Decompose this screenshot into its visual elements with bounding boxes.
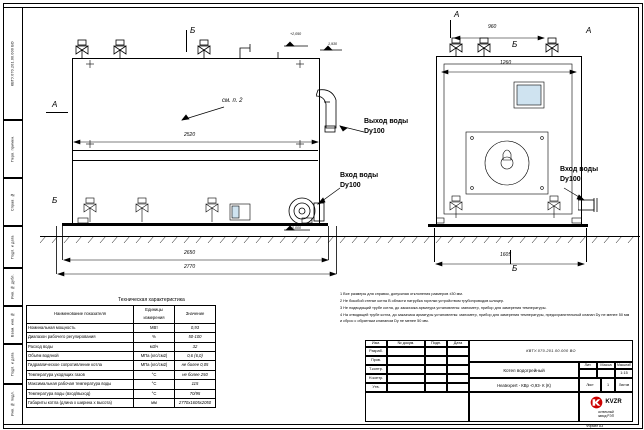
margin-cell-sprav: Справ. № [3, 177, 22, 227]
callout-water-in-dn: Dy100 [340, 182, 361, 189]
ext-line-front-left [434, 228, 435, 262]
tb-name-nkontr [387, 374, 425, 383]
tb-sign-prov [425, 356, 447, 365]
dimension-1260 [440, 66, 580, 76]
dimension-2650 [62, 252, 330, 264]
dimension-2520 [72, 134, 320, 146]
tb-col-izm: Изм. [365, 340, 387, 347]
tb-col-podp: Подп. [425, 340, 447, 347]
dimension-2650-label: 2650 [184, 250, 196, 256]
dimension-2770-label: 2770 [184, 264, 196, 270]
margin-cell-podp-data-1: Подп. и дата [3, 225, 22, 269]
callout-water-in-2: Вход воды [560, 166, 599, 173]
spec-header-name: Наименование показателя [27, 306, 134, 324]
tb-date-prov [447, 356, 469, 365]
tb-date-nkontr [447, 374, 469, 383]
section-mark-b-bottom: Б [512, 264, 518, 273]
ground-hatching [40, 236, 640, 243]
technical-spec-table [26, 305, 216, 408]
tb-date-utv [447, 383, 469, 392]
margin-cell-inv-podl: Инв. № подл. [3, 383, 22, 425]
tb-name-razrab [387, 347, 425, 356]
callout-water-in: Вход воды [340, 172, 379, 179]
tb-mass-header: Масса [597, 362, 615, 369]
tb-mass-value [597, 369, 615, 378]
company-logo-text: KVZR [605, 399, 622, 405]
table-row: Температура воды (вход/выход) °С 70/95 [27, 389, 216, 398]
callout-water-in-2-dn: Dy100 [560, 176, 581, 183]
section-mark-b-left2: Б [52, 196, 58, 205]
dimension-2770 [56, 266, 338, 278]
note-3: 3 Не подводящий трубе котла, до заказчика арматура установлены: манометр, прибор для замерения температуры. [340, 305, 547, 310]
tb-role-utv: Утв. [365, 383, 387, 392]
table-row: Температура уходящих газов °С не более 250 [27, 370, 216, 379]
margin-cell-perv-primen: Перв. примен. [3, 119, 22, 179]
table-row: Диапазон рабочего регулирования % 50-100 [27, 333, 216, 342]
callout-see-note-leader [180, 105, 226, 123]
note-4: 4 На отводящей трубе котла, до заказчика арматуры установлены: манометр, прибор для замерения температуры, предохранительный клапан Dy не менее 50 мм и сброс с обратным клапаном Dy не менее 50 мм. [340, 312, 630, 324]
company-logo-icon [590, 396, 603, 409]
tb-role-prov: Пров. [365, 356, 387, 365]
tb-role-nkontr: Н.контр. [365, 374, 387, 383]
dimension-960-label: 960 [488, 24, 497, 30]
tb-sheets-label: Листов [615, 378, 633, 392]
ext-line-left-2 [56, 226, 57, 274]
tb-sheet-value: 1 [601, 378, 615, 392]
spec-table-title: Техническая характеристика [118, 297, 185, 303]
level-markers [284, 36, 344, 52]
company-line-1: котельный [598, 410, 614, 414]
note-2: 2 Не бокобой стенке котла В области патрубка горелки устройством трубопроводов шлицер. [340, 298, 505, 303]
tb-product-title: Котел водогрейный [469, 362, 579, 378]
tb-col-docum: № докум. [387, 340, 425, 347]
tb-scale-header: Масштаб [615, 362, 633, 369]
company-line-2: завод РЭП [597, 414, 615, 418]
margin-cell-code: КВТУ.070.201.00.000 ВО [3, 7, 22, 121]
section-mark-b-top-left: Б [190, 26, 196, 35]
section-mark-a-left: А [52, 100, 58, 109]
table-row: Номинальная мощность МВт 0,93 [27, 323, 216, 332]
table-row: Расход воды м3/ч 32 [27, 342, 216, 351]
tb-sheet-label: Лист [579, 378, 601, 392]
level-top: +2,050 [290, 32, 302, 36]
tb-date-tkontr [447, 365, 469, 374]
level-mid: 1,930 [328, 42, 337, 46]
section-line-a-top [450, 20, 451, 38]
section-mark-a-top: А [454, 10, 460, 19]
tb-lit-value [579, 369, 597, 378]
section-mark-a-right: А [586, 26, 592, 35]
section-line-b-left [186, 30, 187, 52]
tb-col-data: Дата [447, 340, 469, 347]
format-label: Формат А3 [586, 424, 604, 428]
level-zero: 0,000 [292, 226, 301, 230]
table-row: Гидравлическое сопротивление котла МПа (кгс/см2) не более 0,05 [27, 361, 216, 370]
tb-blank-center [469, 392, 579, 422]
tb-company-cell [579, 392, 633, 422]
margin-cell-podp-data-2: Подп. и дата [3, 343, 22, 385]
tb-drawing-code: КВТУ.070.201.00.000 ВО [469, 340, 633, 362]
title-block [365, 340, 633, 422]
margin-cell-vzam-inv: Взам. инв. № [3, 305, 22, 345]
tb-product-subtitle: Heatexpert - КВр -0,93- К (К) [469, 378, 579, 392]
dimension-1605-label: 1605 [500, 252, 512, 258]
section-line-a-left [46, 112, 68, 113]
tb-blank-left [365, 392, 469, 422]
notes-block [340, 291, 630, 325]
tb-name-prov [387, 356, 425, 365]
callout-water-in-leader [316, 186, 344, 208]
table-row: Габариты котла (длина х ширина х высота) мм 2770х1605х2050 [27, 399, 216, 408]
tb-name-tkontr [387, 365, 425, 374]
tb-lit-header: Лит. [579, 362, 597, 369]
tb-role-tkontr: Т.контр. [365, 365, 387, 374]
tb-sign-nkontr [425, 374, 447, 383]
section-mark-b-right: Б [512, 40, 518, 49]
tb-name-utv [387, 383, 425, 392]
note-1: 1 Все размеры для справок, допускная отклонения размеров ±30 мм. [340, 292, 463, 296]
callout-water-out-leader [338, 124, 368, 138]
tb-sign-razrab [425, 347, 447, 356]
dimension-2520-label: 2520 [184, 132, 196, 138]
table-row: Максимальная рабочая температура воды °С 115 [27, 380, 216, 389]
ext-line-front-right [586, 228, 587, 262]
margin-cell-inv-dubl: Инв. № дубл. [3, 267, 22, 307]
tb-sign-utv [425, 383, 447, 392]
spec-header-value: Значение [175, 306, 216, 324]
callout-water-out: Выход воды [364, 118, 409, 125]
ext-line-right-2 [336, 226, 337, 274]
dimension-1260-label: 1260 [500, 60, 512, 66]
tb-role-razrab: Разраб. [365, 347, 387, 356]
callout-water-out-dn: Dy100 [364, 128, 385, 135]
ext-line-right-1 [328, 226, 329, 260]
tb-scale-value: 1:15 [615, 369, 633, 378]
spec-header-unit: Единицы измерения [134, 306, 175, 324]
callout-see-note: см. п. 2 [222, 98, 243, 104]
dimension-1605 [434, 258, 588, 268]
table-row: Объём водяной МПа (кгс/см2) 0,6 (6,0) [27, 352, 216, 361]
tb-date-razrab [447, 347, 469, 356]
dimension-960 [452, 32, 562, 42]
tb-sign-tkontr [425, 365, 447, 374]
callout-water-in-2-leader [560, 186, 586, 204]
ext-line-left-1 [62, 226, 63, 260]
